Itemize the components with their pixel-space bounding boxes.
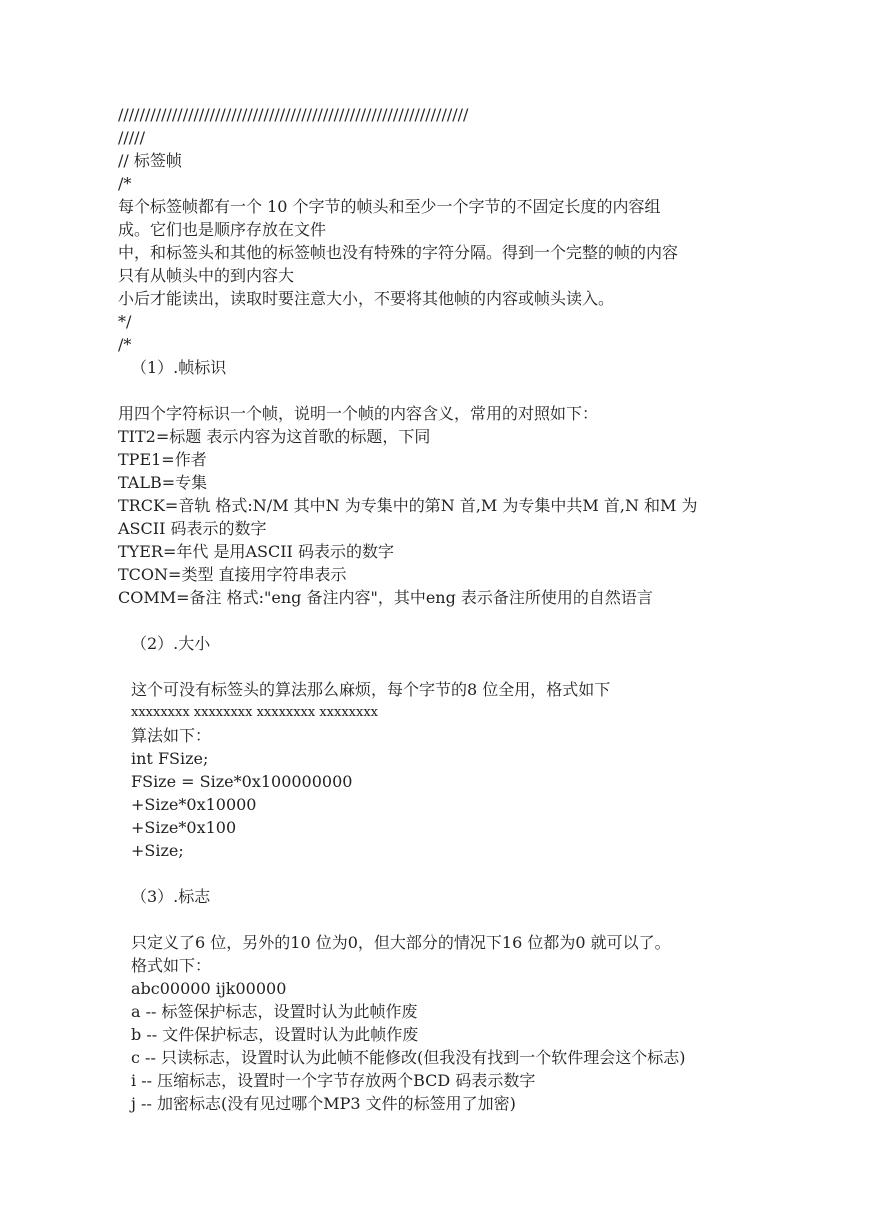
- code-line: int FSize;: [131, 749, 209, 768]
- frame-id-entry: TCON=类型 直接用字符串表示: [118, 565, 347, 584]
- paragraph-line: 格式如下：: [131, 956, 212, 975]
- paragraph-line: 只有从帧头中的到内容大: [118, 266, 295, 285]
- paragraph-line: 只定义了6 位，另外的10 位为0，但大部分的情况下16 位都为0 就可以了。: [131, 933, 671, 952]
- flag-entry: a -- 标签保护标志，设置时认为此帧作废: [131, 1002, 418, 1021]
- paragraph-line: 中，和标签头和其他的标签帧也没有特殊的字符分隔。得到一个完整的帧的内容: [118, 243, 679, 262]
- frame-id-entry: TIT2=标题 表示内容为这首歌的标题，下同: [118, 427, 431, 446]
- code-line: +Size*0x10000: [131, 795, 257, 814]
- blank-line: [131, 862, 751, 885]
- separator-line-end: /////: [118, 128, 145, 147]
- blank-line: [131, 609, 751, 632]
- paragraph-line: 每个标签帧都有一个 10 个字节的帧头和至少一个字节的不固定长度的内容组: [118, 197, 661, 216]
- format-line: abc00000 ijk00000: [131, 979, 287, 998]
- comment-open: /*: [118, 335, 132, 354]
- frame-id-entry: TALB=专集: [118, 473, 208, 492]
- comment-close: */: [118, 312, 132, 331]
- frame-id-entry: TYER=年代 是用ASCII 码表示的数字: [118, 542, 394, 561]
- comment-open: /*: [118, 174, 132, 193]
- flag-entry: j -- 加密标志(没有见过哪个MP3 文件的标签用了加密): [131, 1094, 516, 1113]
- frame-id-entry: COMM=备注 格式:"eng 备注内容"，其中eng 表示备注所使用的自然语言: [118, 588, 653, 607]
- separator-line: /////////////////////////////////////////////////////////////////: [118, 105, 469, 124]
- paragraph-line: 小后才能读出，读取时要注意大小，不要将其他帧的内容或帧头读入。: [118, 289, 615, 308]
- flag-entry: b -- 文件保护标志，设置时认为此帧作废: [131, 1025, 419, 1044]
- section-heading-frame-id: （1）.帧标识: [131, 358, 227, 377]
- code-line: +Size*0x100: [131, 818, 237, 837]
- frame-id-entry: TRCK=音轨 格式:N/M 其中N 为专集中的第N 首,M 为专集中共M 首,N 和M 为: [118, 496, 698, 515]
- code-line: FSize = Size*0x100000000: [131, 772, 353, 791]
- paragraph-line: 用四个字符标识一个帧，说明一个帧的内容含义，常用的对照如下：: [118, 404, 599, 423]
- frame-id-entry: ASCII 码表示的数字: [118, 519, 267, 538]
- frame-id-entry: TPE1=作者: [118, 450, 207, 469]
- format-line: xxxxxxxx xxxxxxxx xxxxxxxx xxxxxxxx: [131, 705, 379, 720]
- section-heading-flags: （3）.标志: [131, 887, 211, 906]
- paragraph-line: 成。它们也是顺序存放在文件: [118, 220, 327, 239]
- code-line: +Size;: [131, 841, 184, 860]
- blank-line: [131, 908, 751, 931]
- paragraph-line: 这个可没有标签头的算法那么麻烦，每个字节的8 位全用，格式如下: [131, 680, 611, 699]
- document-body: [118, 103, 751, 1115]
- section-comment: // 标签帧: [118, 151, 182, 170]
- blank-line: [131, 379, 751, 402]
- flag-entry: i -- 压缩标志，设置时一个字节存放两个BCD 码表示数字: [131, 1071, 536, 1090]
- paragraph-line: 算法如下：: [131, 726, 212, 745]
- section-heading-size: （2）.大小: [131, 634, 211, 653]
- blank-line: [131, 655, 751, 678]
- flag-entry: c -- 只读标志，设置时认为此帧不能修改(但我没有找到一个软件理会这个标志): [131, 1048, 686, 1067]
